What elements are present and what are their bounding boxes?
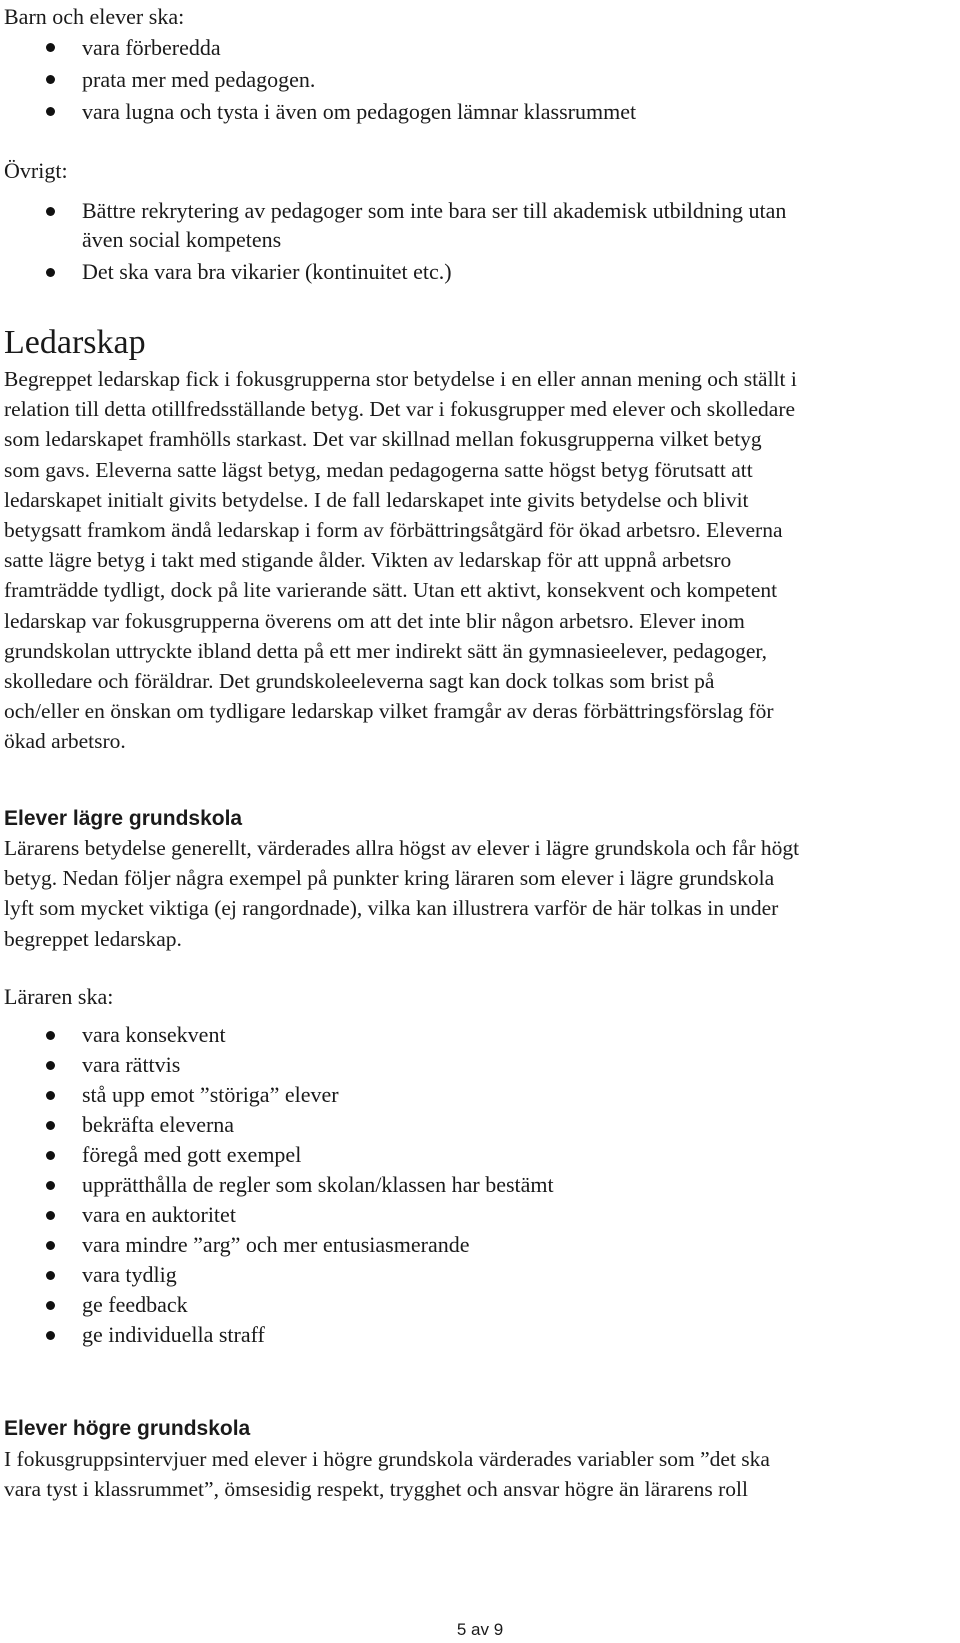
bullet-icon xyxy=(46,1301,55,1310)
list-other-section xyxy=(4,156,960,286)
list-item: vara en auktoritet xyxy=(4,1200,960,1230)
list-children-section xyxy=(4,2,960,128)
paragraph: Begreppet ledarskap fick i fokusgrupperna stor betydelse i en eller annan mening och ställt i relation till detta otillfredsställande betyg. Det var i fokusgrupper med elever och skolledare som ledarskapet framhölls starkast. Det var skillnad mellan fokusgrupperna vilket betyg som gavs. Eleverna satte lägst betyg, medan pedagogerna satte högst betyg förutsatt att ledarskapet initialt givits betydelse. I de fall ledarskapet inte givits betydelse och blivit betygsatt framkom ändå ledarskap i form av förbättringsåtgärd för ökad arbetsro. Eleverna satte lägre betyg i takt med stigande ålder. Vikten av ledarskap för att uppnå arbetsro framträdde tydligt, dock på lite varierande sätt. Utan ett aktivt, konsekvent och kompetent ledarskap var fokusgrupperna överens om att det inte blir någon arbetsro. Elever inom grundskolan uttryckte ibland detta på ett mer indirekt sätt än gymnasieelever, pedagoger, skolledare och föräldrar. Det grundskoleeleverna sagt kan dock tolkas som brist på och/eller en önskan om tydligare ledarskap vilket framgår av deras förbättringsförslag för ökad arbetsro. xyxy=(4,367,797,754)
paragraph: I fokusgruppsintervjuer med elever i högre grundskola värderades variabler som ”det ska vara tyst i klassrummet”, ömsesidig respekt, trygghet och ansvar högre än lärarens roll xyxy=(4,1447,770,1502)
bullet-icon xyxy=(46,1211,55,1220)
list-item: ge individuella straff xyxy=(4,1320,960,1350)
section-hogre-grundskola xyxy=(4,1415,960,1443)
list-item: vara konsekvent xyxy=(4,1020,960,1050)
bullet-icon xyxy=(46,1271,55,1280)
subsection-title: Elever högre grundskola xyxy=(4,1417,251,1440)
section-title: Ledarskap xyxy=(4,324,146,361)
bullet-icon xyxy=(46,1121,55,1130)
list-item: vara tydlig xyxy=(4,1260,960,1290)
bullet-icon xyxy=(46,1331,55,1340)
list-teacher-section xyxy=(4,982,960,1350)
list-item: upprätthålla de regler som skolan/klassen har bestämt xyxy=(4,1170,960,1200)
list-item: ge feedback xyxy=(4,1290,960,1320)
list-item: stå upp emot ”störiga” elever xyxy=(4,1080,960,1110)
bullet-icon xyxy=(46,1151,55,1160)
bullet-icon xyxy=(46,268,55,277)
paragraph: Lärarens betydelse generellt, värderades allra högst av elever i lägre grundskola och får högt betyg. Nedan följer några exempel på punkter kring läraren som elever i lägre grundskola lyft som mycket viktiga (ej rangordnade), vilka kan illustrera varför de här tolkas in under begreppet ledarskap. xyxy=(4,836,800,951)
list-item: vara rättvis xyxy=(4,1050,960,1080)
bullet-icon xyxy=(46,43,55,52)
lagre-paragraph xyxy=(4,833,960,954)
list-item: Bättre rekrytering av pedagoger som inte bara ser till akademisk utbildning utan även social kompetens xyxy=(4,196,960,254)
bullet-icon xyxy=(46,1181,55,1190)
bullet-icon xyxy=(46,1061,55,1070)
list-item: föregå med gott exempel xyxy=(4,1140,960,1170)
bullet-list xyxy=(4,32,960,128)
list-item: Det ska vara bra vikarier (kontinuitet etc.) xyxy=(4,257,960,286)
subsection-title: Elever lägre grundskola xyxy=(4,807,243,830)
hogre-paragraph xyxy=(4,1444,960,1504)
bullet-icon xyxy=(46,1031,55,1040)
list-item: vara förberedda xyxy=(4,32,960,64)
ledarskap-paragraph xyxy=(4,364,960,757)
list-heading: Övrigt: xyxy=(4,158,68,183)
page-number: 5 av 9 xyxy=(456,1620,504,1639)
bullet-list xyxy=(4,1020,960,1350)
bullet-icon xyxy=(46,207,55,216)
section-ledarskap xyxy=(4,323,960,363)
list-heading: Barn och elever ska: xyxy=(4,4,185,29)
list-item: bekräfta eleverna xyxy=(4,1110,960,1140)
bullet-icon xyxy=(46,75,55,84)
list-item: prata mer med pedagogen. xyxy=(4,64,960,96)
list-item: vara lugna och tysta i även om pedagogen lämnar klassrummet xyxy=(4,96,960,128)
bullet-icon xyxy=(46,107,55,116)
list-heading: Läraren ska: xyxy=(4,984,114,1009)
bullet-list xyxy=(4,196,960,286)
bullet-icon xyxy=(46,1091,55,1100)
bullet-icon xyxy=(46,1241,55,1250)
list-item: vara mindre ”arg” och mer entusiasmerande xyxy=(4,1230,960,1260)
section-lagre-grundskola xyxy=(4,805,960,833)
